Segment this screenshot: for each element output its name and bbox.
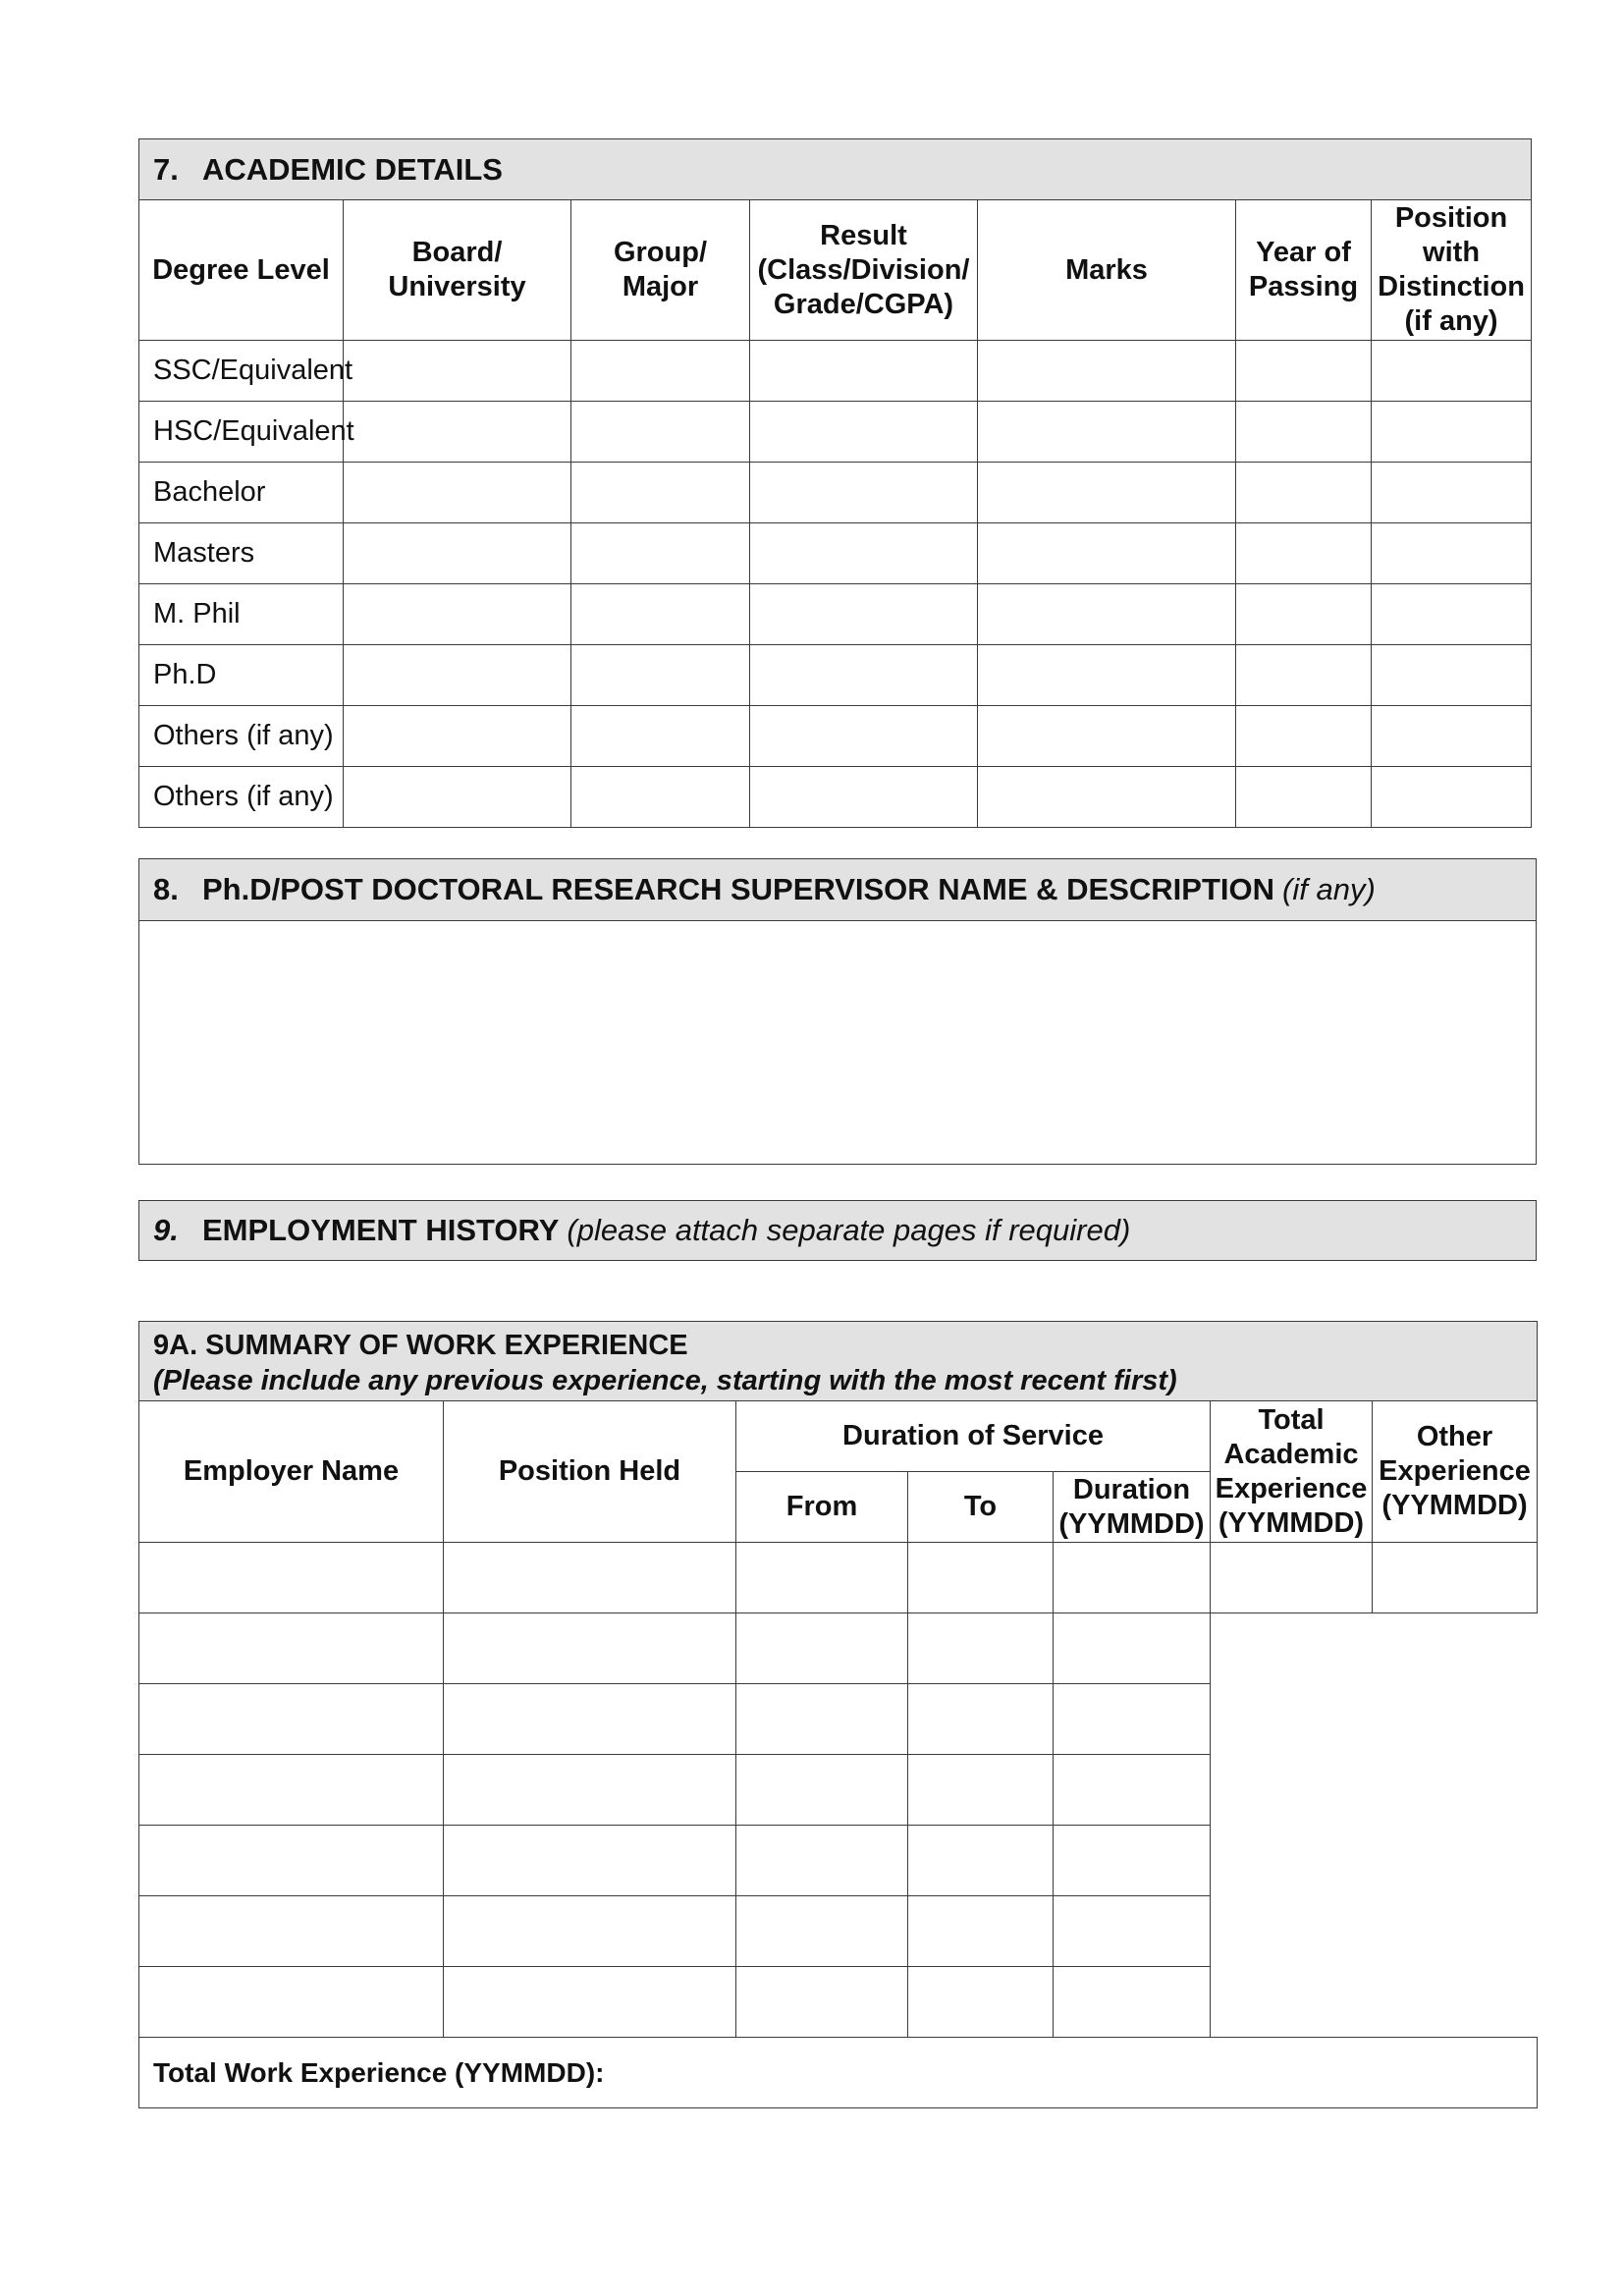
from-cell[interactable] <box>736 1826 908 1896</box>
table-row <box>139 767 1532 828</box>
degree-level-label: M. Phil <box>139 584 344 645</box>
to-cell[interactable] <box>908 1896 1054 1967</box>
col-to: To <box>908 1472 1054 1543</box>
employer-name-cell[interactable] <box>139 1543 444 1613</box>
section-title: EMPLOYMENT HISTORY <box>202 1213 560 1247</box>
to-cell[interactable] <box>908 1543 1054 1613</box>
year-of-passing-cell[interactable] <box>1236 463 1372 523</box>
table-row <box>139 584 1532 645</box>
other-experience-cell[interactable] <box>1373 1543 1538 1613</box>
col-position-distinction: Position with Distinction (if any) <box>1372 200 1532 341</box>
position-distinction-cell[interactable] <box>1372 706 1532 767</box>
result-cell[interactable] <box>750 767 978 828</box>
position-distinction-cell[interactable] <box>1372 463 1532 523</box>
result-cell[interactable] <box>750 584 978 645</box>
degree-level-label: HSC/Equivalent <box>139 402 344 463</box>
from-cell[interactable] <box>736 1967 908 2038</box>
duration-cell[interactable] <box>1054 1613 1211 1684</box>
marks-cell[interactable] <box>978 341 1236 402</box>
total-academic-experience-cell[interactable] <box>1211 1543 1373 1613</box>
board-university-cell[interactable] <box>344 584 571 645</box>
academic-details-table <box>138 138 1532 828</box>
position-held-cell[interactable] <box>444 1826 736 1896</box>
col-duration: Duration (YYMMDD) <box>1054 1472 1211 1543</box>
section-number: 7. <box>153 151 179 187</box>
table-row <box>139 1967 1538 2038</box>
group-major-cell[interactable] <box>571 584 750 645</box>
position-distinction-cell[interactable] <box>1372 341 1532 402</box>
degree-level-label: SSC/Equivalent <box>139 341 344 402</box>
group-major-cell[interactable] <box>571 767 750 828</box>
degree-level-label: Others (if any) <box>139 767 344 828</box>
to-cell[interactable] <box>908 1755 1054 1826</box>
col-other-experience: Other Experience (YYMMDD) <box>1373 1401 1538 1543</box>
section-number: 9. <box>153 1213 179 1247</box>
duration-cell[interactable] <box>1054 1967 1211 2038</box>
group-major-cell[interactable] <box>571 523 750 584</box>
group-major-cell[interactable] <box>571 341 750 402</box>
marks-cell[interactable] <box>978 584 1236 645</box>
position-held-cell[interactable] <box>444 1543 736 1613</box>
year-of-passing-cell[interactable] <box>1236 584 1372 645</box>
col-from: From <box>736 1472 908 1543</box>
position-held-cell[interactable] <box>444 1896 736 1967</box>
marks-cell[interactable] <box>978 523 1236 584</box>
table-row <box>139 1896 1538 1967</box>
marks-cell[interactable] <box>978 706 1236 767</box>
duration-cell[interactable] <box>1054 1896 1211 1967</box>
section-note: (please attach separate pages if required) <box>567 1213 1131 1247</box>
supervisor-section <box>138 858 1537 1165</box>
col-position-held: Position Held <box>444 1401 736 1543</box>
from-cell[interactable] <box>736 1755 908 1826</box>
result-cell[interactable] <box>750 341 978 402</box>
employer-name-cell[interactable] <box>139 1826 444 1896</box>
from-cell[interactable] <box>736 1543 908 1613</box>
table-row <box>139 1613 1538 1684</box>
year-of-passing-cell[interactable] <box>1236 706 1372 767</box>
col-result: Result (Class/Division/ Grade/CGPA) <box>750 200 978 341</box>
year-of-passing-cell[interactable] <box>1236 341 1372 402</box>
table-row <box>139 706 1532 767</box>
work-summary-header <box>139 1322 1538 1401</box>
position-distinction-cell[interactable] <box>1372 402 1532 463</box>
board-university-cell[interactable] <box>344 341 571 402</box>
table-row <box>139 463 1532 523</box>
table-row <box>139 1826 1538 1896</box>
section-title: Ph.D/POST DOCTORAL RESEARCH SUPERVISOR NAME & DESCRIPTION <box>202 872 1275 906</box>
section-subtitle: (Please include any previous experience, starting with the most recent first) <box>153 1365 1177 1396</box>
degree-level-label: Ph.D <box>139 645 344 706</box>
position-distinction-cell[interactable] <box>1372 584 1532 645</box>
group-major-cell[interactable] <box>571 402 750 463</box>
table-row <box>139 523 1532 584</box>
board-university-cell[interactable] <box>344 706 571 767</box>
col-board-university: Board/ University <box>344 200 571 341</box>
duration-cell[interactable] <box>1054 1826 1211 1896</box>
degree-level-label: Bachelor <box>139 463 344 523</box>
marks-cell[interactable] <box>978 767 1236 828</box>
employment-history-section <box>138 1200 1537 1261</box>
section-note: (if any) <box>1282 872 1376 906</box>
group-major-cell[interactable] <box>571 645 750 706</box>
year-of-passing-cell[interactable] <box>1236 767 1372 828</box>
marks-cell[interactable] <box>978 645 1236 706</box>
duration-cell[interactable] <box>1054 1755 1211 1826</box>
board-university-cell[interactable] <box>344 523 571 584</box>
result-cell[interactable] <box>750 402 978 463</box>
col-year-of-passing: Year of Passing <box>1236 200 1372 341</box>
to-cell[interactable] <box>908 1684 1054 1755</box>
col-degree-level: Degree Level <box>139 200 344 341</box>
academic-rows <box>139 341 1532 828</box>
employer-name-cell[interactable] <box>139 1967 444 2038</box>
degree-level-label: Others (if any) <box>139 706 344 767</box>
position-distinction-cell[interactable] <box>1372 767 1532 828</box>
year-of-passing-cell[interactable] <box>1236 523 1372 584</box>
section-title: ACADEMIC DETAILS <box>202 151 503 187</box>
supervisor-header <box>139 859 1536 921</box>
position-held-cell[interactable] <box>444 1967 736 2038</box>
result-cell[interactable] <box>750 523 978 584</box>
marks-cell[interactable] <box>978 402 1236 463</box>
academic-column-headers <box>139 200 1532 341</box>
result-cell[interactable] <box>750 706 978 767</box>
board-university-cell[interactable] <box>344 767 571 828</box>
col-duration-of-service: Duration of Service <box>736 1401 1211 1472</box>
table-row <box>139 402 1532 463</box>
employer-name-cell[interactable] <box>139 1896 444 1967</box>
degree-level-label: Masters <box>139 523 344 584</box>
academic-details-section <box>138 138 1531 828</box>
from-cell[interactable] <box>736 1613 908 1684</box>
year-of-passing-cell[interactable] <box>1236 402 1372 463</box>
col-group-major: Group/ Major <box>571 200 750 341</box>
section-title: 9A. SUMMARY OF WORK EXPERIENCE <box>153 1330 688 1361</box>
work-summary-section <box>138 1321 1537 2108</box>
year-of-passing-cell[interactable] <box>1236 645 1372 706</box>
section-number: 8. <box>153 872 179 906</box>
table-row <box>139 1684 1538 1755</box>
from-cell[interactable] <box>736 1896 908 1967</box>
employer-name-cell[interactable] <box>139 1613 444 1684</box>
from-cell[interactable] <box>736 1684 908 1755</box>
table-row <box>139 1755 1538 1826</box>
board-university-cell[interactable] <box>344 402 571 463</box>
result-cell[interactable] <box>750 463 978 523</box>
board-university-cell[interactable] <box>344 463 571 523</box>
duration-cell[interactable] <box>1054 1684 1211 1755</box>
employer-name-cell[interactable] <box>139 1755 444 1826</box>
employer-name-cell[interactable] <box>139 1684 444 1755</box>
board-university-cell[interactable] <box>344 645 571 706</box>
col-total-academic-experience: Total Academic Experience (YYMMDD) <box>1211 1401 1373 1543</box>
table-row <box>139 645 1532 706</box>
position-held-cell[interactable] <box>444 1613 736 1684</box>
work-rows <box>139 1613 1538 2038</box>
total-work-experience-field[interactable]: Total Work Experience (YYMMDD): <box>139 2038 1538 2108</box>
position-held-cell[interactable] <box>444 1684 736 1755</box>
position-distinction-cell[interactable] <box>1372 523 1532 584</box>
group-major-cell[interactable] <box>571 706 750 767</box>
table-row <box>139 341 1532 402</box>
col-marks: Marks <box>978 200 1236 341</box>
academic-details-header <box>139 139 1532 200</box>
marks-cell[interactable] <box>978 463 1236 523</box>
supervisor-description-field[interactable] <box>139 921 1536 1163</box>
result-cell[interactable] <box>750 645 978 706</box>
position-distinction-cell[interactable] <box>1372 645 1532 706</box>
to-cell[interactable] <box>908 1967 1054 2038</box>
work-summary-table <box>138 1321 1538 2108</box>
to-cell[interactable] <box>908 1613 1054 1684</box>
group-major-cell[interactable] <box>571 463 750 523</box>
col-employer-name: Employer Name <box>139 1401 444 1543</box>
position-held-cell[interactable] <box>444 1755 736 1826</box>
duration-cell[interactable] <box>1054 1543 1211 1613</box>
to-cell[interactable] <box>908 1826 1054 1896</box>
